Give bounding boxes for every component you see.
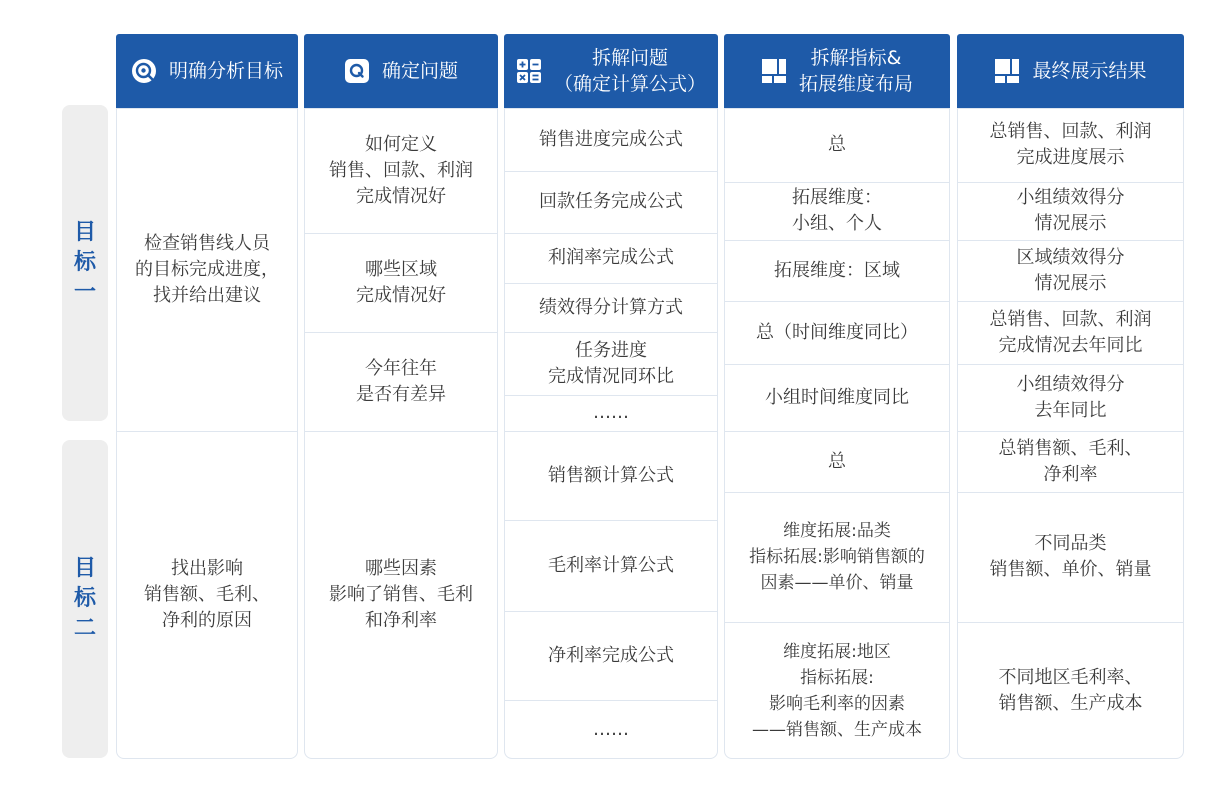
- formula-cell: 净利率完成公式: [548, 644, 674, 666]
- result-cell: 小组绩效得分 情况展示: [1016, 187, 1125, 234]
- metric-cell: 拓展维度： 小组、个人: [792, 187, 882, 234]
- row-label-goal-one-text: 目 标 一: [73, 220, 96, 305]
- result-cell: 不同地区毛利率、 销售额、生产成本: [998, 666, 1143, 714]
- question-cell: 哪些区域 完成情况好: [356, 258, 446, 306]
- header-metrics-layout-label: 拆解指标& 拓展维度布局: [798, 47, 913, 95]
- result-cell: 区域绩效得分 情况展示: [1016, 246, 1125, 294]
- formula-cell: 销售额计算公式: [548, 464, 674, 486]
- formula-cell: 毛利率计算公式: [548, 554, 674, 576]
- formula-cell: ……: [593, 718, 629, 740]
- layout-blocks-icon: [994, 58, 1020, 84]
- formula-cell: 销售进度完成公式: [539, 128, 683, 150]
- metric-cell: 维度拓展:地区 指标拓展: 影响毛利率的因素 ——销售额、生产成本: [752, 641, 922, 740]
- header-define-question: [304, 34, 498, 108]
- header-decompose-question-label: 拆解问题 （确定计算公式）: [553, 47, 706, 95]
- metric-cell: 小组时间维度同比: [765, 386, 909, 408]
- question-box-icon: [344, 58, 370, 84]
- question-cell: 今年往年 是否有差异: [356, 357, 446, 405]
- result-cell: 总销售、回款、利润 完成情况去年同比: [989, 308, 1152, 356]
- header-decompose-question: [504, 34, 718, 108]
- header-metrics-layout: [724, 34, 950, 108]
- header-define-question-label: 确定问题: [381, 60, 458, 82]
- header-analysis-goal: [116, 34, 298, 108]
- formula-cell: ……: [593, 402, 629, 423]
- metric-cell: 总: [828, 134, 846, 155]
- row-label-goal-two: [62, 440, 108, 758]
- row-label-goal-one: [62, 105, 108, 421]
- result-cell: 总销售、回款、利润 完成进度展示: [989, 121, 1152, 168]
- goal-cell: 检查销售线人员 的目标完成进度， 找并给出建议: [135, 232, 279, 306]
- question-cell: 哪些因素 影响了销售、毛利 和净利率: [329, 558, 473, 631]
- metric-cell: 拓展维度：区域: [774, 259, 900, 281]
- target-search-icon: [131, 58, 157, 84]
- formula-cell: 任务进度 完成情况同环比: [548, 339, 674, 387]
- result-cell: 小组绩效得分 去年同比: [1016, 373, 1125, 421]
- metric-cell: 总（时间维度同比）: [756, 321, 918, 343]
- header-final-result: [957, 34, 1184, 108]
- formula-cell: 利润率完成公式: [548, 247, 674, 268]
- header-final-result-label: 最终展示结果: [1032, 60, 1147, 82]
- formula-grid-icon: [516, 58, 542, 84]
- result-cell: 不同品类 销售额、单价、销量: [989, 533, 1152, 580]
- metric-cell: 总: [828, 450, 846, 472]
- result-cell: 总销售额、毛利、 净利率: [998, 437, 1143, 485]
- goal-cell: 找出影响 销售额、毛利、 净利的原因: [144, 558, 270, 631]
- question-cell: 如何定义 销售、回款、利润 完成情况好: [329, 133, 473, 207]
- header-analysis-goal-label: 明确分析目标: [168, 60, 283, 82]
- formula-cell: 绩效得分计算方式: [539, 296, 683, 318]
- layout-blocks-icon: [761, 58, 787, 84]
- row-label-goal-two-text: 目 标 二: [73, 556, 96, 641]
- formula-cell: 回款任务完成公式: [539, 191, 683, 212]
- metric-cell: 维度拓展:品类 指标拓展:影响销售额的 因素——单价、销量: [749, 521, 925, 593]
